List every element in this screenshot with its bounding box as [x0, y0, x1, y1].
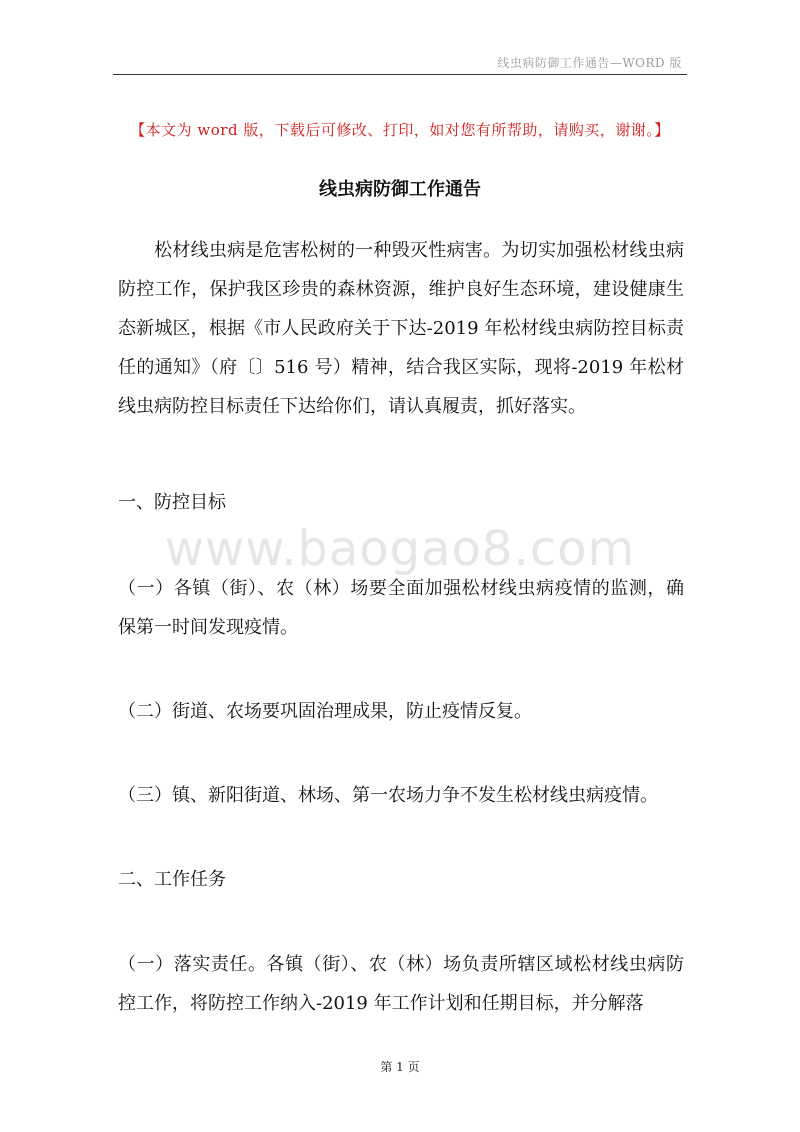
section-heading-targets: 一、防控目标	[118, 492, 226, 513]
running-header: 线虫病防御工作通告—WORD 版	[497, 56, 682, 70]
section-heading-tasks: 二、工作任务	[118, 869, 226, 890]
target-item-3: （三）镇、新阳街道、林场、第一农场力争不发生松材线虫病疫情。	[118, 785, 658, 806]
header-divider	[113, 74, 687, 75]
watermark: www.baogao8.com	[164, 521, 636, 577]
purchase-notice: 【本文为 word 版，下载后可修改、打印，如对您有所帮助，请购买，谢谢。】	[130, 121, 670, 139]
document-title: 线虫病防御工作通告	[319, 179, 481, 200]
target-item-1: （一）各镇（街）、农（林）场要全面加强松材线虫病疫情的监测，确保第一时间发现疫情。	[118, 578, 684, 638]
task-item-1: （一）落实责任。各镇（街）、农（林）场负责所辖区域松材线虫病防控工作，将防控工作纳入-2019 年工作计划和任期目标，并分解落	[118, 954, 684, 1014]
page-number: 第 1 页	[380, 1060, 420, 1074]
target-item-2: （二）街道、农场要巩固治理成果，防止疫情反复。	[118, 701, 532, 722]
intro-paragraph: 松材线虫病是危害松树的一种毁灭性病害。为切实加强松材线虫病防控工作，保护我区珍贵的森林资源，维护良好生态环境，建设健康生态新城区，根据《市人民政府关于下达-2019 年松材线虫病防控目标责任的通知》（府〔〕516 号）精神，结合我区实际，现将-2019 年松材线虫病防控目标责任下达给你们，请认真履责，抓好落实。	[118, 240, 684, 417]
